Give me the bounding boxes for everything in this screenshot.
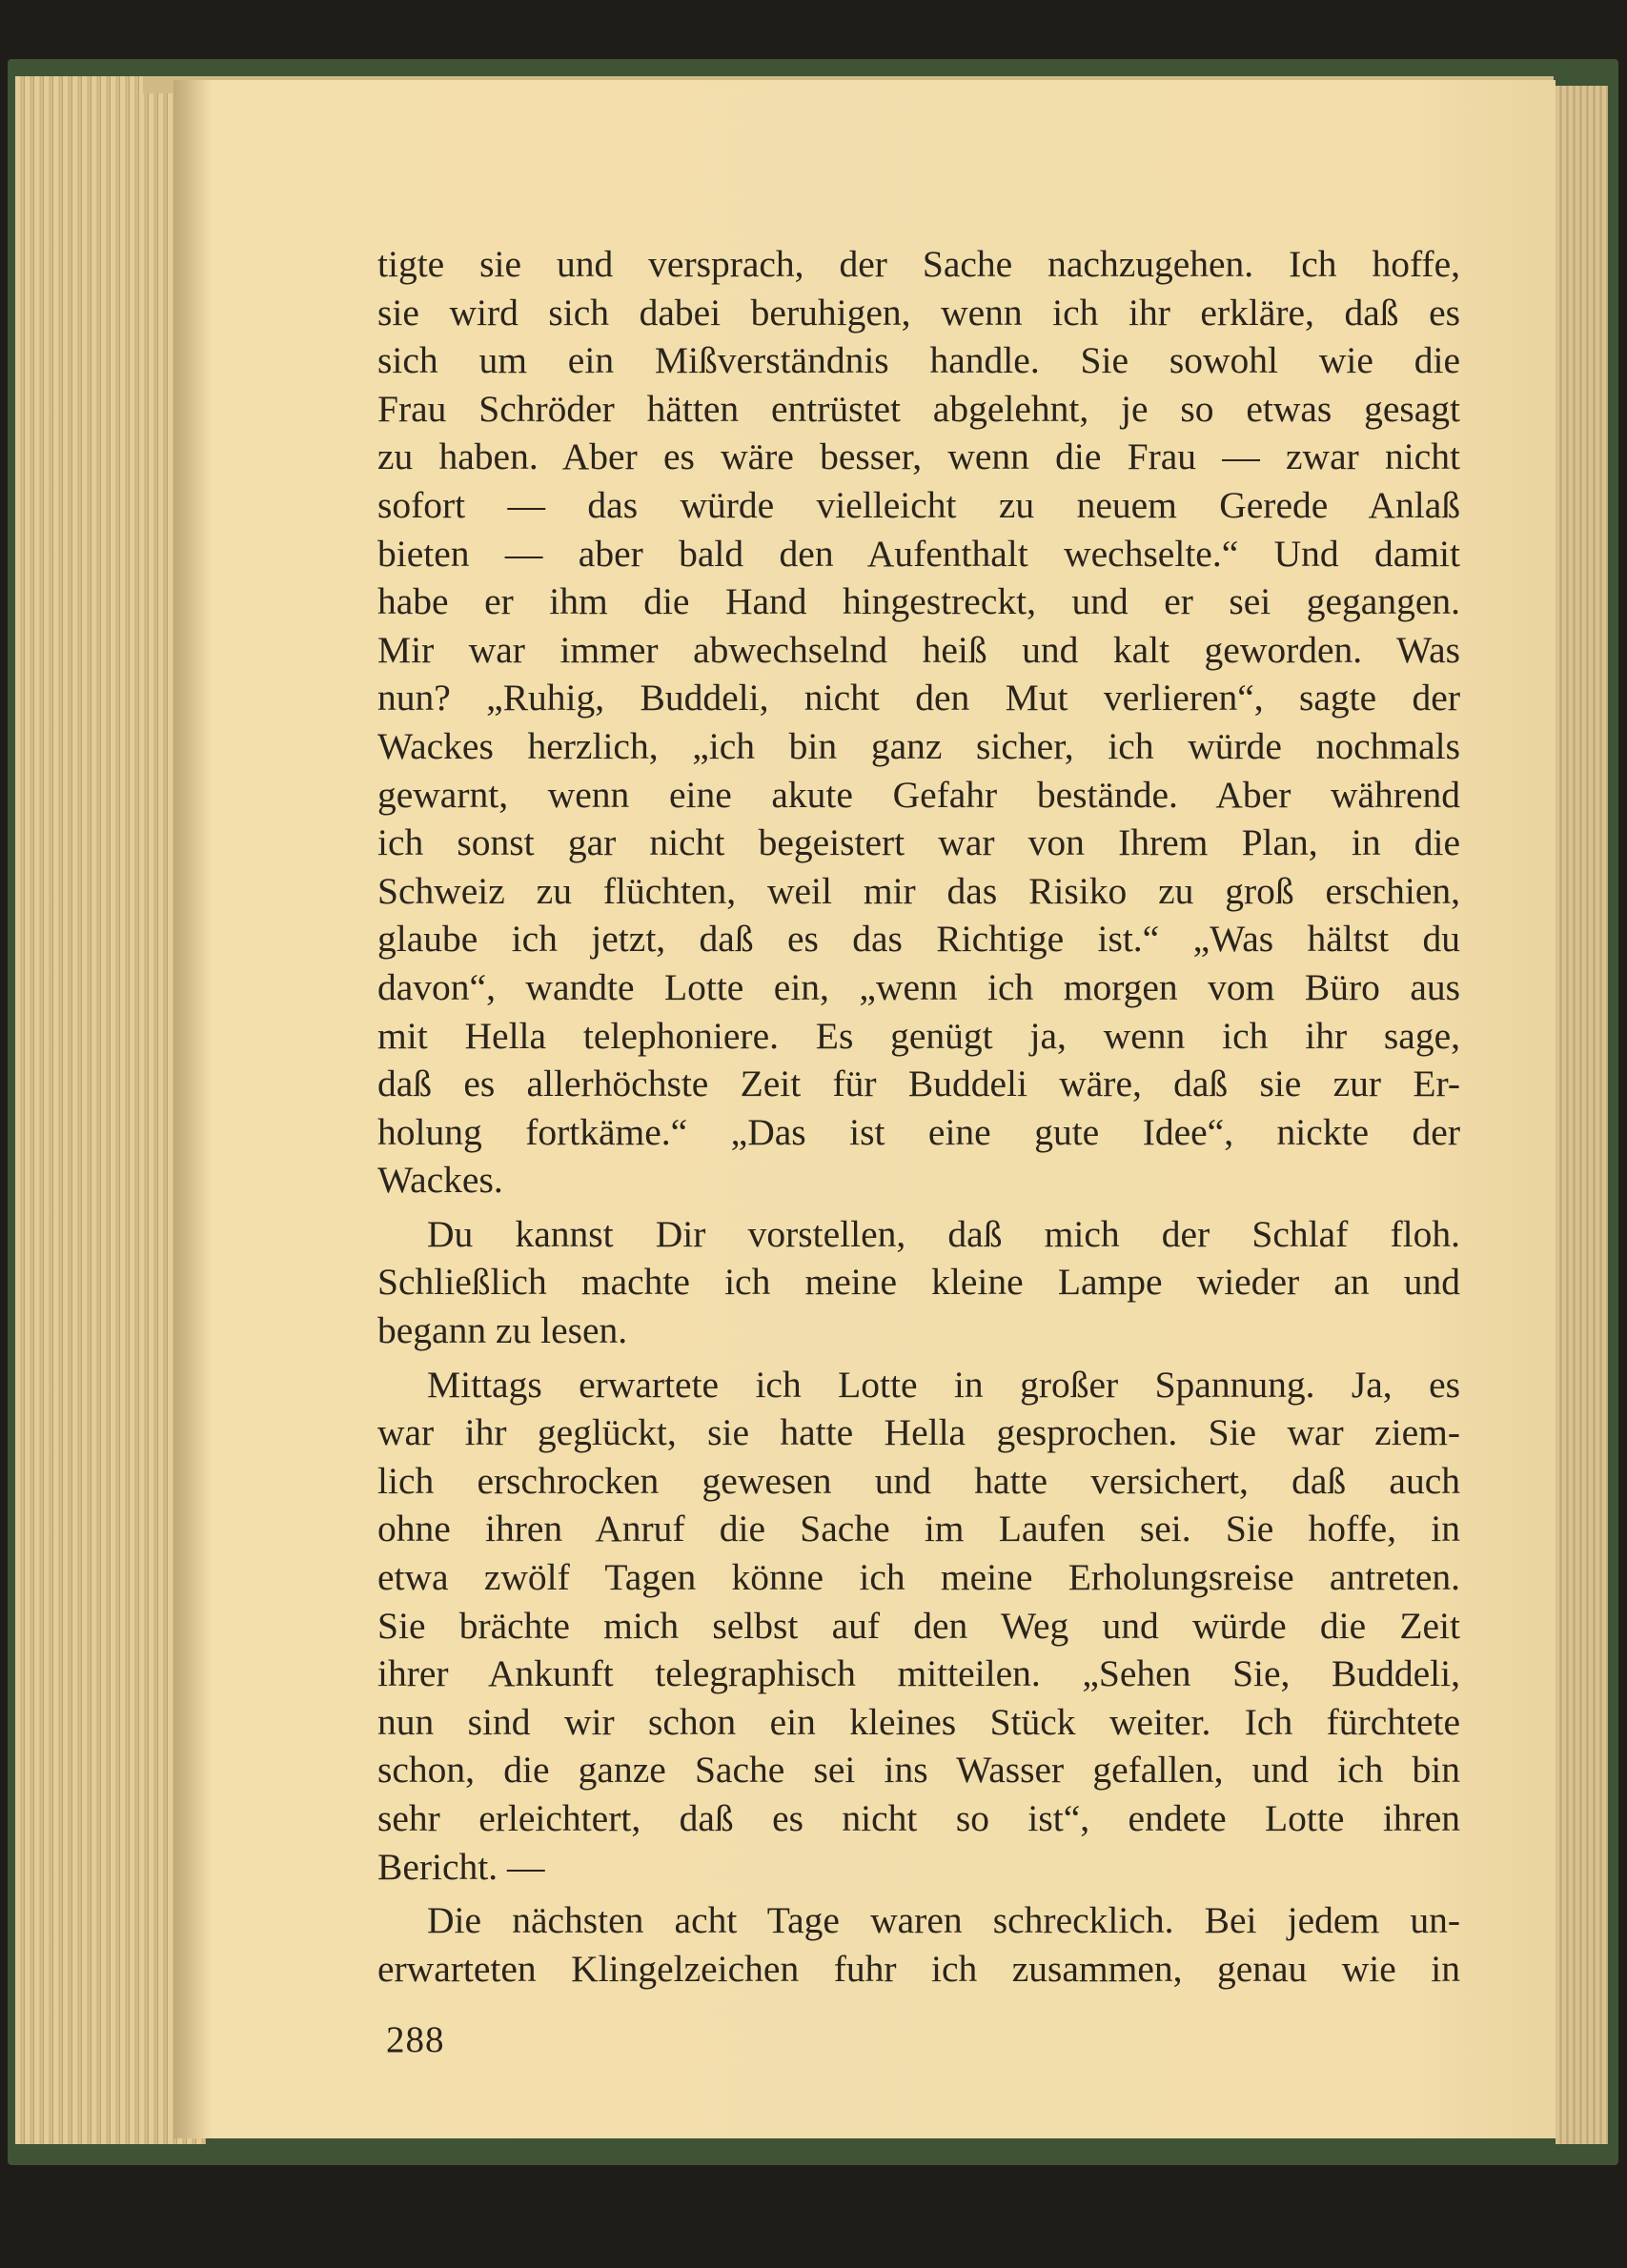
text-line: mit Hella telephoniere. Es genügt ja, wenn ich ihr sage, <box>377 1014 1460 1057</box>
text-line: etwa zwölf Tagen könne ich meine Erholungsreise antreten. <box>377 1556 1460 1599</box>
text-line: erwarteten Klingelzeichen fuhr ich zusammen, genau wie in <box>377 1947 1460 1990</box>
text-line: sofort — das würde vielleicht zu neuem Gerede Anlaß <box>377 483 1460 526</box>
text-line: Wackes. <box>377 1159 503 1202</box>
text-line: Du kannst Dir vorstellen, daß mich der Schlaf floh. <box>427 1212 1460 1255</box>
paragraph-2 <box>377 1210 1460 1355</box>
text-line: Mittags erwartete ich Lotte in großer Spannung. Ja, es <box>427 1363 1460 1406</box>
text-line: Wackes herzlich, „ich bin ganz sicher, ich würde nochmals <box>377 724 1460 767</box>
page-number: 288 <box>386 2019 445 2060</box>
text-line: ich sonst gar nicht begeistert war von Ihrem Plan, in die <box>377 821 1460 864</box>
text-line: Bericht. — <box>377 1845 545 1888</box>
text-line: sich um ein Mißverständnis handle. Sie sowohl wie die <box>377 339 1460 382</box>
text-line: tigte sie und versprach, der Sache nachzugehen. Ich hoffe, <box>377 243 1460 285</box>
paragraph-3 <box>377 1361 1460 1892</box>
text-line: schon, die ganze Sache sei ins Wasser gefallen, und ich bin <box>377 1749 1460 1792</box>
text-line: Sie brächte mich selbst auf den Weg und würde die Zeit <box>377 1604 1460 1647</box>
paragraph-4 <box>377 1896 1460 1993</box>
text-line: davon“, wandte Lotte ein, „wenn ich morgen vom Büro aus <box>377 965 1460 1008</box>
text-line: war ihr geglückt, sie hatte Hella gesprochen. Sie war ziem- <box>377 1411 1460 1454</box>
page-edges-right <box>1556 86 1608 2144</box>
paragraph-1 <box>377 240 1460 1205</box>
text-line: Frau Schröder hätten entrüstet abgelehnt, je so etwas gesagt <box>377 387 1460 430</box>
text-line: Schließlich machte ich meine kleine Lampe wieder an und <box>377 1261 1460 1304</box>
text-line: begann zu lesen. <box>377 1309 628 1352</box>
text-line: lich erschrocken gewesen und hatte versichert, daß auch <box>377 1459 1460 1502</box>
text-line: sehr erleichtert, daß es nicht so ist“, endete Lotte ihren <box>377 1797 1460 1839</box>
text-line: nun? „Ruhig, Buddeli, nicht den Mut verlieren“, sagte der <box>377 677 1460 719</box>
spine-shadow <box>173 80 212 2138</box>
text-line: Mir war immer abwechselnd heiß und kalt geworden. Was <box>377 628 1460 671</box>
text-line: ohne ihren Anruf die Sache im Laufen sei. Sie hoffe, in <box>377 1508 1460 1550</box>
text-line: Die nächsten acht Tage waren schrecklich. Bei jedem un- <box>427 1899 1460 1942</box>
text-line: ihrer Ankunft telegraphisch mitteilen. „Sehen Sie, Buddeli, <box>377 1652 1460 1695</box>
text-line: gewarnt, wenn eine akute Gefahr bestände. Aber während <box>377 773 1460 816</box>
text-line: bieten — aber bald den Aufenthalt wechselte.“ Und damit <box>377 532 1460 575</box>
text-line: glaube ich jetzt, daß es das Richtige ist.“ „Was hältst du <box>377 918 1460 961</box>
text-line: zu haben. Aber es wäre besser, wenn die Frau — zwar nicht <box>377 435 1460 478</box>
text-line: habe er ihm die Hand hingestreckt, und er sei gegangen. <box>377 580 1460 623</box>
text-line: nun sind wir schon ein kleines Stück weiter. Ich fürchtete <box>377 1700 1460 1743</box>
text-line: daß es allerhöchste Zeit für Buddeli wäre, daß sie zur Er- <box>377 1063 1460 1105</box>
text-line: holung fortkäme.“ „Das ist eine gute Idee“, nickte der <box>377 1110 1460 1153</box>
body-text <box>377 240 1460 1998</box>
text-line: sie wird sich dabei beruhigen, wenn ich ihr erkläre, daß es <box>377 291 1460 334</box>
text-line: Schweiz zu flüchten, weil mir das Risiko zu groß erschien, <box>377 869 1460 912</box>
